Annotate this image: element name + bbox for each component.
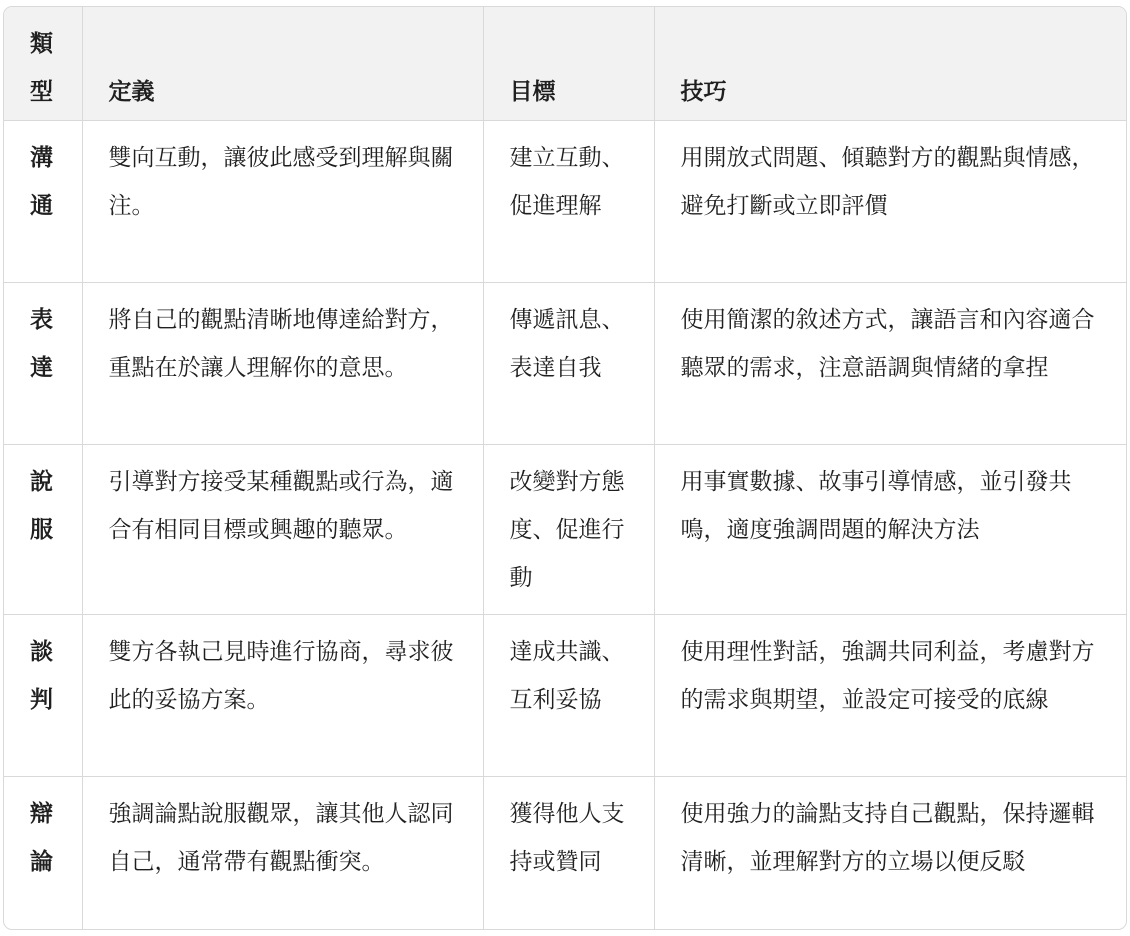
type-cell: 辯論 (4, 776, 82, 930)
header-technique: 技巧 (654, 7, 1126, 120)
communication-types-table (4, 7, 1126, 930)
technique-cell: 使用理性對話，強調共同利益，考慮對方的需求與期望，並設定可接受的底線 (654, 614, 1126, 776)
table-row (4, 776, 1126, 930)
definition-cell: 雙方各執己見時進行協商，尋求彼此的妥協方案。 (82, 614, 483, 776)
type-cell: 談判 (4, 614, 82, 776)
header-type: 類型 (4, 7, 82, 120)
technique-cell: 使用強力的論點支持自己觀點，保持邏輯清晰，並理解對方的立場以便反駁 (680, 800, 1095, 875)
comparison-table-container (3, 6, 1127, 930)
header-row (4, 7, 1126, 120)
type-cell: 溝通 (4, 120, 82, 282)
definition-cell: 將自己的觀點清晰地傳達給對方，重點在於讓人理解你的意思。 (82, 282, 483, 444)
goal-cell: 建立互動、促進理解 (483, 120, 654, 282)
table-header (4, 7, 1126, 120)
type-cell: 表達 (4, 282, 82, 444)
type-cell: 說服 (4, 444, 82, 614)
definition-cell: 強調論點說服觀眾，讓其他人認同自己，通常帶有觀點衝突。 (82, 776, 483, 930)
table-row (4, 444, 1126, 614)
table-row (4, 120, 1126, 282)
technique-cell: 使用簡潔的敘述方式，讓語言和內容適合聽眾的需求，注意語調與情緒的拿捏 (654, 282, 1126, 444)
goal-cell: 改變對方態度、促進行動 (483, 444, 654, 614)
table-row (4, 614, 1126, 776)
table-row (4, 282, 1126, 444)
definition-cell: 引導對方接受某種觀點或行為，適合有相同目標或興趣的聽眾。 (82, 444, 483, 614)
goal-cell: 傳遞訊息、表達自我 (483, 282, 654, 444)
technique-cell: 用開放式問題、傾聽對方的觀點與情感，避免打斷或立即評價 (654, 120, 1126, 282)
goal-cell: 達成共識、互利妥協 (483, 614, 654, 776)
table-body (4, 120, 1126, 930)
technique-cell: 用事實數據、故事引導情感，並引發共鳴，適度強調問題的解決方法 (654, 444, 1126, 614)
header-definition: 定義 (82, 7, 483, 120)
definition-cell: 雙向互動，讓彼此感受到理解與關注。 (82, 120, 483, 282)
goal-cell: 獲得他人支持或贊同 (483, 776, 654, 930)
header-goal: 目標 (483, 7, 654, 120)
